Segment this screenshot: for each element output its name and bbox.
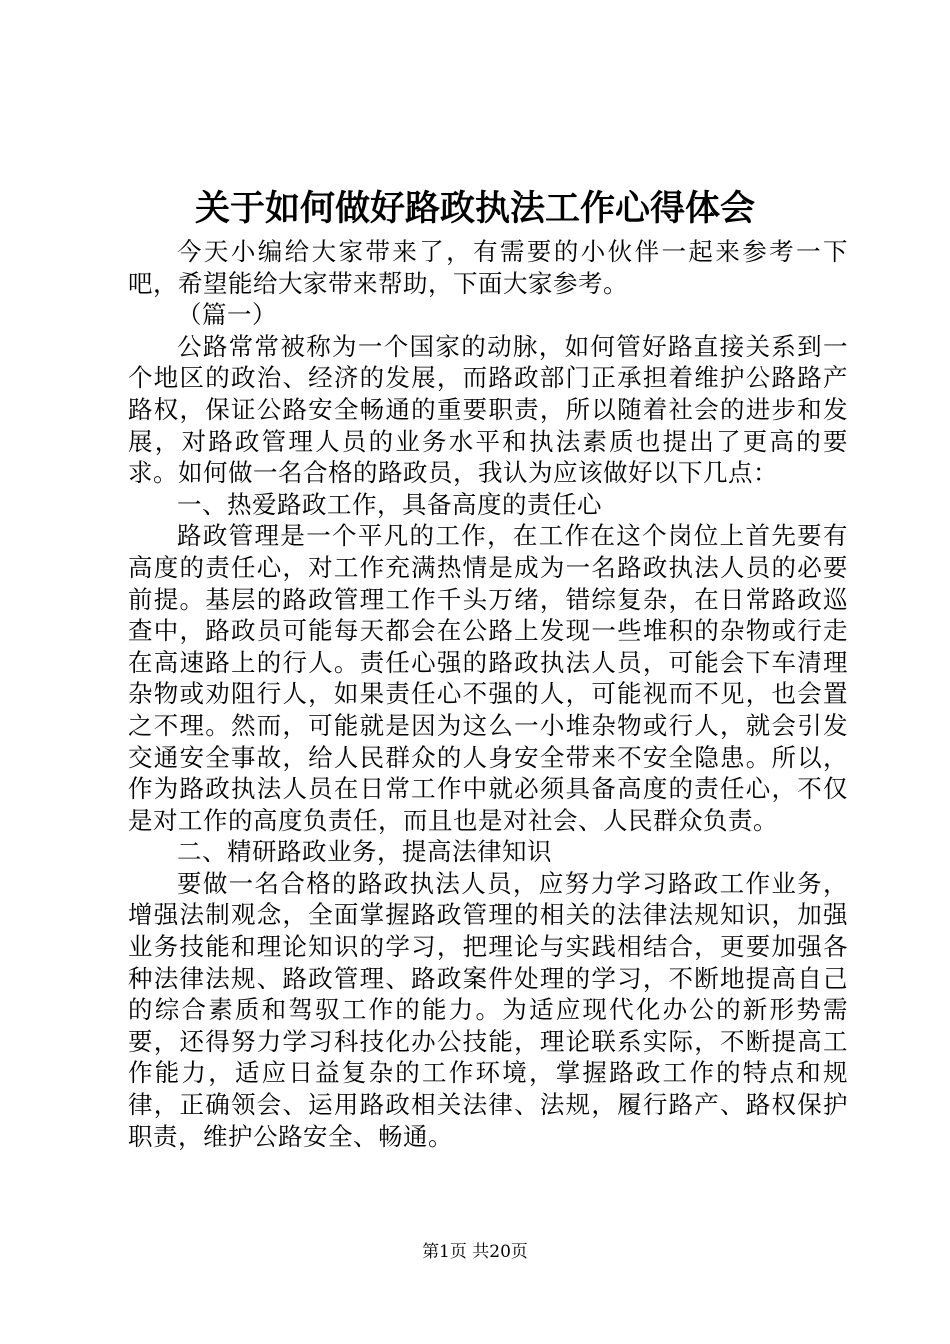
section-heading: 二、精研路政业务，提高法律知识: [177, 837, 552, 867]
body-paragraph: 路政管理是一个平凡的工作，在工作在这个岗位上首先要有高度的责任心，对工作充满热情是成为一名路政执法人员的必要前提。基层的路政管理工作千头万绪，错综复杂，在日常路政巡查中，路政员可能每天都会在公路上发现一些堆积的杂物或行走在高速路上的行人。责任心强的路政执法人员，可能会下车清理杂物或劝阻行人，如果责任心不强的人，可能视而不见，也会置之不理。然而，可能就是因为这么一小堆杂物或行人，就会引发交通安全事故，给人民群众的人身安全带来不安全隐患。所以，作为路政执法人员在日常工作中就必须具备高度的责任心，不仅是对工作的高度负责任，而且也是对社会、人民群众负责。: [128, 521, 848, 835]
body-paragraph: 公路常常被称为一个国家的动脉，如何管好路直接关系到一个地区的政治、经济的发展，而路政部门正承担着维护公路路产路权，保证公路安全畅通的重要职责，所以随着社会的进步和发展，对路政管理人员的业务水平和执法素质也提出了更高的要求。如何做一名合格的路政员，我认为应该做好以下几点：: [128, 331, 848, 488]
body-paragraph: 要做一名合格的路政执法人员，应努力学习路政工作业务，增强法制观念，全面掌握路政管理的相关的法律法规知识，加强业务技能和理论知识的学习，把理论与实践相结合，更要加强各种法律法规、路政管理、路政案件处理的学习，不断地提高自己的综合素质和驾驭工作的能力。为适应现代化办公的新形势需要，还得努力学习科技化办公技能，理论联系实际，不断提高工作能力，适应日益复杂的工作环境，掌握路政工作的特点和规律，正确领会、运用路政相关法律、法规，履行路产、路权保护职责，维护公路安全、畅通。: [128, 868, 848, 1151]
section-label: （篇一）: [177, 300, 277, 330]
page-indicator: 第1页 共20页: [422, 1242, 528, 1262]
document-title: 关于如何做好路政执法工作心得体会: [194, 188, 755, 229]
document-body: [128, 236, 848, 1152]
section-heading: 一、热爱路政工作，具备高度的责任心: [177, 489, 602, 519]
intro-paragraph: 今天小编给大家带来了，有需要的小伙伴一起来参考一下吧，希望能给大家带来帮助，下面大家参考。: [128, 237, 848, 298]
